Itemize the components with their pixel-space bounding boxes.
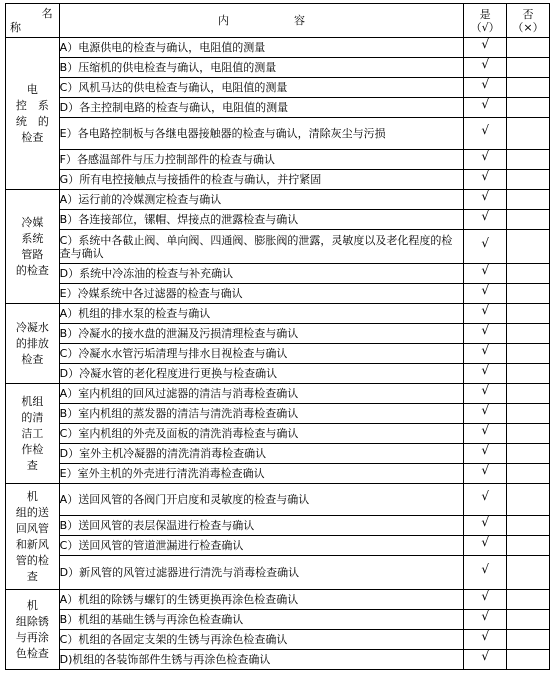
category-title-line: 与再涂	[15, 630, 49, 644]
yes-check-cell[interactable]	[464, 556, 507, 590]
check-item-text: A）室内机组的回风过滤器的清洁与消毒检查确认	[59, 384, 464, 404]
header-no-sub: （×）	[512, 20, 544, 34]
check-mark-icon: √	[481, 37, 489, 51]
check-mark-icon: √	[481, 169, 489, 183]
check-item-text: D）冷凝水管的老化程度进行更换与检查确认	[59, 364, 464, 384]
table-row	[6, 536, 550, 556]
yes-check-cell[interactable]	[464, 78, 507, 98]
check-item-text: E）各电路控制板与各继电器接触器的检查与确认，清除灰尘与污损	[59, 118, 464, 150]
table-row	[6, 516, 550, 536]
check-mark-icon: √	[481, 443, 489, 457]
header-yes-cell	[464, 4, 507, 38]
yes-check-cell[interactable]	[464, 364, 507, 384]
header-content-b: 容	[293, 14, 305, 27]
table-row	[6, 170, 550, 190]
category-title-line: 检查	[21, 130, 44, 144]
yes-check-cell[interactable]	[464, 464, 507, 484]
table-row	[6, 58, 550, 78]
yes-check-cell[interactable]	[464, 610, 507, 630]
no-check-cell[interactable]	[507, 464, 550, 484]
check-mark-icon: √	[481, 489, 489, 503]
header-no-label: 否	[522, 7, 534, 21]
yes-check-cell[interactable]	[464, 98, 507, 118]
yes-check-cell[interactable]	[464, 444, 507, 464]
table-row	[6, 190, 550, 210]
category-title-line: 组除锈	[15, 614, 49, 628]
check-mark-icon: √	[481, 535, 489, 549]
maintenance-checklist-table	[5, 3, 550, 670]
check-item-text: B）各连接部位，镙帽、焊接点的泄露检查与确认	[59, 210, 464, 230]
no-check-cell[interactable]	[507, 590, 550, 610]
table-row	[6, 230, 550, 264]
header-row	[6, 4, 550, 38]
category-title-line: 作检	[21, 442, 44, 456]
table-row	[6, 118, 550, 150]
category-title-line: 组的送	[15, 505, 49, 519]
table-row	[6, 384, 550, 404]
table-row	[6, 264, 550, 284]
table-row	[6, 404, 550, 424]
check-mark-icon: √	[481, 77, 489, 91]
check-mark-icon: √	[481, 609, 489, 623]
check-mark-icon: √	[481, 515, 489, 529]
yes-check-cell[interactable]	[464, 170, 507, 190]
check-mark-icon: √	[481, 589, 489, 603]
yes-check-cell[interactable]	[464, 404, 507, 424]
no-check-cell[interactable]	[507, 536, 550, 556]
yes-check-cell[interactable]	[464, 324, 507, 344]
check-mark-icon: √	[481, 383, 489, 397]
check-mark-icon: √	[481, 463, 489, 477]
category-title-line: 机	[26, 598, 38, 612]
check-item-text: D）各主控制电路的检查与确认，电阻值的测量	[59, 98, 464, 118]
no-check-cell[interactable]	[507, 118, 550, 150]
no-check-cell[interactable]	[507, 324, 550, 344]
check-item-text: A）送回风管的各阀门开启度和灵敏度的检查与确认	[59, 484, 464, 516]
table-row	[6, 424, 550, 444]
check-mark-icon: √	[481, 236, 489, 250]
table-row	[6, 98, 550, 118]
category-title-line: 检查	[21, 352, 44, 366]
category-title-line: 机	[26, 489, 38, 503]
yes-check-cell[interactable]	[464, 630, 507, 650]
category-title-line: 洁工	[21, 426, 44, 440]
check-item-text: D)机组的各装饰部件生锈与再涂色检查确认	[59, 650, 464, 670]
check-mark-icon: √	[481, 423, 489, 437]
check-item-text: C）冷凝水水管污垢清理与排水目视检查与确认	[59, 344, 464, 364]
no-check-cell[interactable]	[507, 284, 550, 304]
no-check-cell[interactable]	[507, 190, 550, 210]
no-check-cell[interactable]	[507, 424, 550, 444]
yes-check-cell[interactable]	[464, 284, 507, 304]
no-check-cell[interactable]	[507, 484, 550, 516]
yes-check-cell[interactable]	[464, 264, 507, 284]
check-mark-icon: √	[481, 189, 489, 203]
no-check-cell[interactable]	[507, 58, 550, 78]
yes-check-cell[interactable]	[464, 230, 507, 264]
check-mark-icon: √	[481, 363, 489, 377]
header-content-cell	[59, 4, 464, 38]
yes-check-cell[interactable]	[464, 118, 507, 150]
yes-check-cell[interactable]	[464, 536, 507, 556]
check-item-text: F）各感温部件与压力控制部件的检查与确认	[59, 150, 464, 170]
no-check-cell[interactable]	[507, 364, 550, 384]
check-item-text: B）室内机组的蒸发器的清洁与清洗消毒检查确认	[59, 404, 464, 424]
no-check-cell[interactable]	[507, 610, 550, 630]
check-mark-icon: √	[481, 649, 489, 663]
category-title-line: 冷媒	[21, 215, 44, 229]
no-check-cell[interactable]	[507, 344, 550, 364]
yes-check-cell[interactable]	[464, 484, 507, 516]
yes-check-cell[interactable]	[464, 38, 507, 58]
check-item-text: D）室外主机冷凝器的清洗清消毒检查确认	[59, 444, 464, 464]
check-item-text: B）压缩机的供电检查与确认，电阻值的测量	[59, 58, 464, 78]
check-item-text: B）送回风管的表层保温进行检查与确认	[59, 516, 464, 536]
table-row	[6, 464, 550, 484]
yes-check-cell[interactable]	[464, 304, 507, 324]
check-item-text: A）机组的除锈与螺钉的生锈更换再涂色检查确认	[59, 590, 464, 610]
category-cell	[6, 590, 60, 670]
yes-check-cell[interactable]	[464, 190, 507, 210]
category-title-line: 机组	[21, 394, 44, 408]
table-row	[6, 284, 550, 304]
table-row	[6, 304, 550, 324]
table-row	[6, 590, 550, 610]
category-title-line: 统 的	[15, 114, 49, 128]
category-title-line: 的检查	[15, 263, 49, 277]
category-cell	[6, 484, 60, 590]
header-yes-sub: （√）	[470, 20, 500, 34]
check-item-text: C）机组的各固定支架的生锈与再涂色检查确认	[59, 630, 464, 650]
header-name-cell	[6, 4, 60, 38]
yes-check-cell[interactable]	[464, 516, 507, 536]
category-title-line: 管路	[21, 247, 44, 261]
check-mark-icon: √	[481, 123, 489, 137]
table-row	[6, 364, 550, 384]
no-check-cell[interactable]	[507, 516, 550, 536]
category-title-line: 色检查	[15, 646, 49, 660]
check-mark-icon: √	[481, 562, 489, 576]
check-mark-icon: √	[481, 57, 489, 71]
yes-check-cell[interactable]	[464, 424, 507, 444]
yes-check-cell[interactable]	[464, 590, 507, 610]
category-title-line: 查	[26, 569, 38, 583]
check-mark-icon: √	[481, 403, 489, 417]
no-check-cell[interactable]	[507, 230, 550, 264]
no-check-cell[interactable]	[507, 38, 550, 58]
check-mark-icon: √	[481, 283, 489, 297]
category-title-line: 的排放	[15, 336, 49, 350]
check-mark-icon: √	[481, 209, 489, 223]
category-title-line: 的清	[21, 410, 44, 424]
category-title-line: 电	[26, 82, 38, 96]
check-mark-icon: √	[481, 303, 489, 317]
yes-check-cell[interactable]	[464, 150, 507, 170]
no-check-cell[interactable]	[507, 150, 550, 170]
table-row	[6, 78, 550, 98]
check-item-text: B）冷凝水的接水盘的泄漏及污损清理检查与确认	[59, 324, 464, 344]
header-content-a: 内	[217, 14, 229, 27]
table-row	[6, 610, 550, 630]
check-item-text: D）新风管的风管过滤器进行清洗与消毒检查确认	[59, 556, 464, 590]
check-item-text: C）室内机组的外壳及面板的清洗消毒检查与确认	[59, 424, 464, 444]
category-title-line: 控 系	[15, 98, 49, 112]
table-row	[6, 630, 550, 650]
check-item-text: A）电源供电的检查与确认，电阻值的测量	[59, 38, 464, 58]
check-item-text: B）机组的基础生锈与再涂色检查确认	[59, 610, 464, 630]
yes-check-cell[interactable]	[464, 58, 507, 78]
check-item-text: C）风机马达的供电检查与确认，电阻值的测量	[59, 78, 464, 98]
table-row	[6, 444, 550, 464]
category-cell	[6, 190, 60, 304]
no-check-cell[interactable]	[507, 404, 550, 424]
check-item-text: G）所有电控接触点与接插件的检查与确认，并拧紧固	[59, 170, 464, 190]
category-title-line: 系统	[21, 231, 44, 245]
header-name-top: 名	[41, 7, 53, 20]
check-item-text: A）机组的排水泵的检查与确认	[59, 304, 464, 324]
no-check-cell[interactable]	[507, 630, 550, 650]
check-item-text: E）室外主机的外壳进行清洗消毒检查确认	[59, 464, 464, 484]
check-mark-icon: √	[481, 97, 489, 111]
table-row	[6, 324, 550, 344]
header-name-bottom: 称	[10, 21, 21, 34]
table-row	[6, 344, 550, 364]
category-title-line: 和新风	[15, 537, 49, 551]
check-item-text: A）运行前的冷媒测定检查与确认	[59, 190, 464, 210]
check-mark-icon: √	[481, 629, 489, 643]
no-check-cell[interactable]	[507, 384, 550, 404]
no-check-cell[interactable]	[507, 556, 550, 590]
yes-check-cell[interactable]	[464, 210, 507, 230]
table-row	[6, 484, 550, 516]
no-check-cell[interactable]	[507, 264, 550, 284]
no-check-cell[interactable]	[507, 650, 550, 670]
table-row	[6, 150, 550, 170]
category-title-line: 管的检	[15, 553, 49, 567]
no-check-cell[interactable]	[507, 210, 550, 230]
yes-check-cell[interactable]	[464, 384, 507, 404]
category-cell	[6, 304, 60, 384]
no-check-cell[interactable]	[507, 170, 550, 190]
no-check-cell[interactable]	[507, 304, 550, 324]
check-item-text: E）冷媒系统中各过滤器的检查与确认	[59, 284, 464, 304]
category-title-line: 查	[26, 458, 38, 472]
category-cell	[6, 384, 60, 484]
table-row	[6, 556, 550, 590]
no-check-cell[interactable]	[507, 444, 550, 464]
check-item-text: C）系统中各截止阀、单向阀、四通阀、膨胀阀的泄露，灵敏度以及老化程度的检查与确认	[59, 230, 464, 264]
checklist-body	[6, 38, 550, 670]
category-title-line: 冷凝水	[15, 320, 49, 334]
table-row	[6, 38, 550, 58]
check-item-text: D）系统中冷冻油的检查与补充确认	[59, 264, 464, 284]
table-row	[6, 650, 550, 670]
header-no-cell	[507, 4, 550, 38]
yes-check-cell[interactable]	[464, 344, 507, 364]
check-item-text: C）送回风管的管道泄漏进行检查确认	[59, 536, 464, 556]
check-mark-icon: √	[481, 323, 489, 337]
table-row	[6, 210, 550, 230]
header-yes-label: 是	[479, 7, 491, 21]
no-check-cell[interactable]	[507, 78, 550, 98]
check-mark-icon: √	[481, 149, 489, 163]
yes-check-cell[interactable]	[464, 650, 507, 670]
no-check-cell[interactable]	[507, 98, 550, 118]
category-cell	[6, 38, 60, 190]
category-title-line: 回风管	[15, 521, 49, 535]
check-mark-icon: √	[481, 343, 489, 357]
check-mark-icon: √	[481, 263, 489, 277]
